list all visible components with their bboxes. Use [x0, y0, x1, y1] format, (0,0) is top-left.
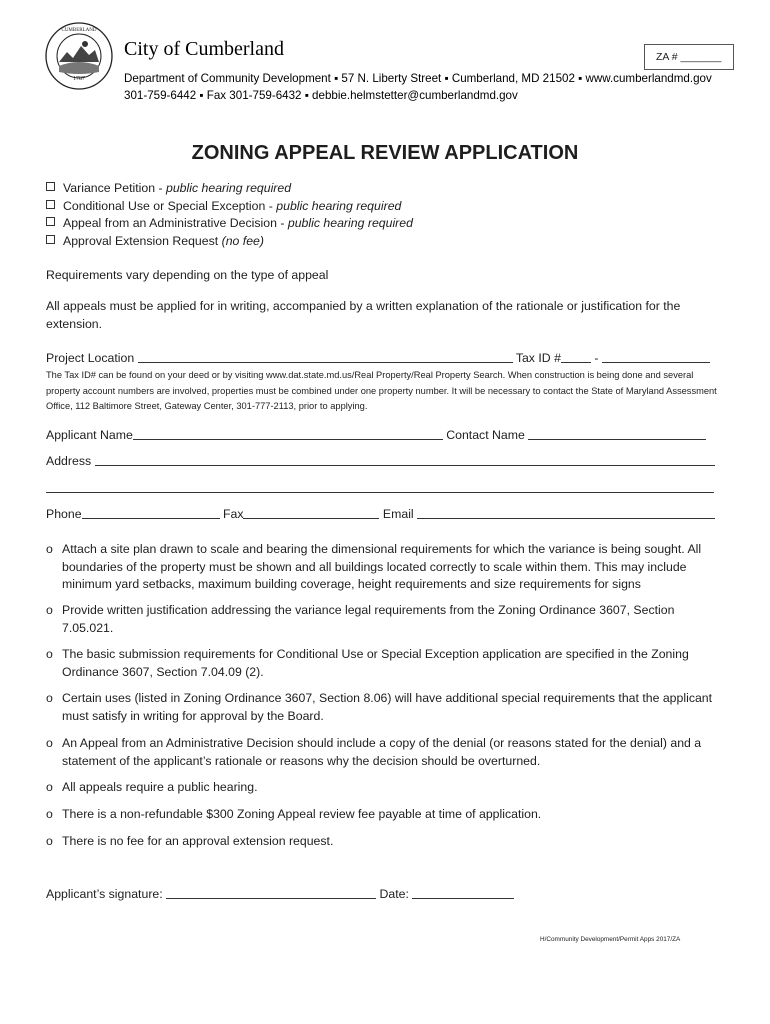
appeal-type-label: Conditional Use or Special Exception -	[63, 198, 277, 213]
checkbox[interactable]	[46, 235, 55, 244]
project-location-label: Project Location	[46, 351, 135, 365]
contact-name-label: Contact Name	[446, 428, 525, 442]
svg-text:1787: 1787	[73, 76, 85, 82]
address-input-1[interactable]	[95, 454, 715, 466]
requirement-bullet: o There is no fee for an approval extension request.	[46, 833, 726, 851]
bullet-text: There is a non-refundable $300 Zoning Appeal review fee payable at time of application.	[62, 807, 542, 821]
appeal-type-note: public hearing required	[287, 216, 413, 231]
tax-id-help: The Tax ID# can be found on your deed or by visiting www.dat.state.md.us/Real Property/Real Property Search. When construction is being done and several property account numbers are involved, properties must be combined under one property number. It will be necessary to contact the State of Maryland Assessment Office, 112 Baltimore Street, Gateway Center, 301-777-2113, prior to applying.	[46, 370, 717, 412]
checkbox[interactable]	[46, 200, 55, 209]
form-title: ZONING APPEAL REVIEW APPLICATION	[191, 142, 579, 164]
phone-input[interactable]	[82, 507, 220, 519]
bullet-text: There is no fee for an approval extension request.	[62, 834, 334, 848]
bullet-text: An Appeal from an Administrative Decision should include a copy of the denial (or reasons stated for the denial) and a statement of the applicant’s rationale or reasons why the decision should be overturned.	[62, 736, 702, 768]
bullet-text: Provide written justification addressing the variance legal requirements from the Zoning Ordinance 3607, Section 7.05.021.	[62, 603, 675, 635]
appeal-type-item	[46, 180, 413, 198]
bullet-text: Attach a site plan drawn to scale and bearing the dimensional requirements for which the variance is being sought. All boundaries of the property must be shown and all buildings located correctly to scale within them. This may include minimum yard setbacks, maximum building coverage, height requirements and size requirements for signs	[62, 542, 702, 592]
signature-input[interactable]	[166, 887, 376, 899]
requirement-bullet: o Provide written justification addressing the variance legal requirements from the Zoning Ordinance 3607, Section 7.05.021.	[46, 602, 726, 637]
tax-id-dash: -	[594, 351, 599, 365]
appeal-type-note: public hearing required	[276, 198, 402, 213]
project-location-row	[46, 350, 726, 368]
city-name: City of Cumberland	[124, 38, 284, 60]
date-label: Date:	[379, 887, 409, 901]
requirement-bullet: o All appeals require a public hearing.	[46, 779, 726, 797]
email-label: Email	[382, 507, 414, 521]
tax-id-label: Tax ID #	[515, 351, 561, 365]
applicant-name-label: Applicant Name	[46, 428, 133, 442]
phone-label: Phone	[46, 507, 82, 521]
requirements-note: Requirements vary depending on the type of appeal	[46, 268, 329, 282]
requirement-bullet: o There is a non-refundable $300 Zoning Appeal review fee payable at time of application.	[46, 806, 726, 824]
department-contact: 301-759-6442 ▪ Fax 301-759-6432 ▪ debbie.helmstetter@cumberlandmd.gov	[124, 89, 518, 102]
date-input[interactable]	[412, 887, 514, 899]
appeal-type-note: (no fee)	[221, 234, 264, 249]
fax-label: Fax	[222, 507, 244, 521]
project-location-input[interactable]	[138, 351, 513, 363]
appeal-type-item	[46, 198, 413, 216]
address-input-2[interactable]	[46, 481, 714, 493]
appeal-type-label: Appeal from an Administrative Decision -	[63, 216, 288, 231]
requirement-bullet: o Attach a site plan drawn to scale and bearing the dimensional requirements for which the variance is being sought. All boundaries of the property must be shown and all buildings located correctly to scale within them. This may include minimum yard setbacks, maximum building coverage, height requirements and size requirements for signs	[46, 541, 726, 594]
bullet-text: Certain uses (listed in Zoning Ordinance 3607, Section 8.06) will have additional special requirements that the applicant must satisfy in writing for approval by the Board.	[62, 691, 713, 723]
requirement-bullet: o The basic submission requirements for Conditional Use or Special Exception application are specified in the Zoning Ordinance 3607, Section 7.04.09 (2).	[46, 646, 726, 681]
appeal-type-note: public hearing required	[165, 181, 292, 195]
bullet-text: All appeals require a public hearing.	[62, 780, 258, 794]
phone-fax-email-row	[46, 506, 726, 524]
city-seal-logo	[45, 22, 113, 90]
appeals-instruction: All appeals must be applied for in writing, accompanied by a written explanation of the rationale or justification for the extension.	[46, 299, 681, 331]
address-label: Address	[46, 454, 92, 468]
signature-row	[46, 886, 726, 904]
tax-id-input-2[interactable]	[602, 351, 710, 363]
contact-name-input[interactable]	[528, 428, 706, 440]
tax-id-input-1[interactable]	[561, 351, 591, 363]
requirement-bullet: o Certain uses (listed in Zoning Ordinance 3607, Section 8.06) will have additional special requirements that the applicant must satisfy in writing for approval by the Board.	[46, 690, 726, 725]
appeal-type-checklist	[46, 180, 413, 251]
footer-path: H/Community Development/Permit Apps 2017/ZA	[540, 936, 681, 943]
requirement-bullet: o An Appeal from an Administrative Decision should include a copy of the denial (or reasons stated for the denial) and a statement of the applicant’s rationale or reasons why the decision should be overturned.	[46, 735, 726, 770]
bullet-text: The basic submission requirements for Conditional Use or Special Exception application are specified in the Zoning Ordinance 3607, Section 7.04.09 (2).	[62, 647, 689, 679]
signature-label: Applicant’s signature:	[46, 887, 163, 901]
svg-text:CUMBERLAND: CUMBERLAND	[61, 28, 97, 33]
appeal-type-item	[46, 215, 413, 233]
applicant-row	[46, 427, 726, 445]
email-input[interactable]	[417, 507, 715, 519]
appeal-type-item	[46, 233, 413, 251]
department-address: Department of Community Development ▪ 57 N. Liberty Street ▪ Cumberland, MD 21502 ▪ www.cumberlandmd.gov	[124, 72, 712, 85]
appeal-type-label: Approval Extension Request	[63, 234, 222, 249]
address-row-2	[46, 480, 726, 498]
fax-input[interactable]	[243, 507, 379, 519]
checkbox[interactable]	[46, 182, 55, 191]
applicant-name-input[interactable]	[133, 428, 443, 440]
za-number-field[interactable]: ZA # _______	[644, 44, 734, 70]
checkbox[interactable]	[46, 217, 55, 226]
appeal-type-label: Variance Petition -	[63, 181, 166, 195]
address-row	[46, 453, 726, 471]
